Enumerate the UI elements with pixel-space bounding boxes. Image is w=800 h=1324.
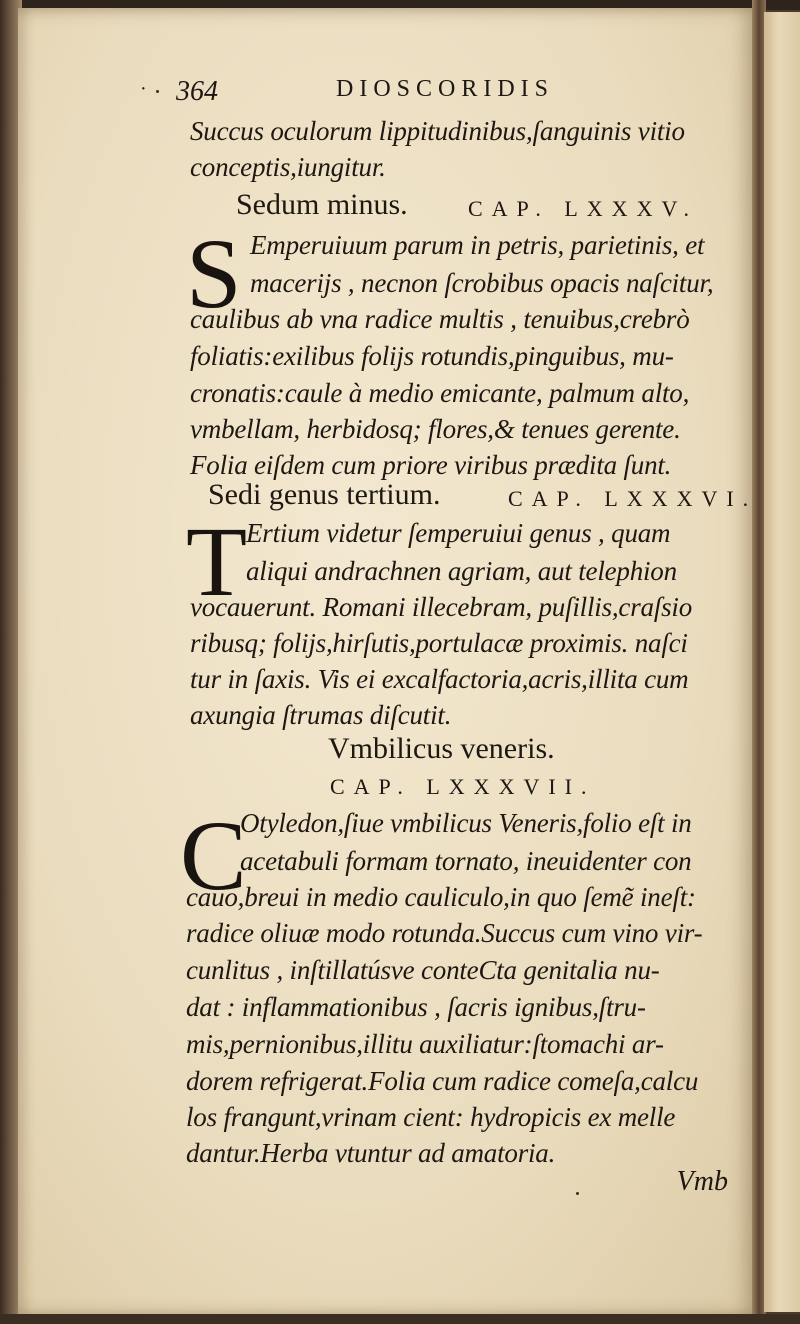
paper-speck xyxy=(156,90,159,93)
chapter-number: CAP. LXXXV. xyxy=(468,196,699,221)
text-line: dat : inflammationibus , ſacris ignibus,ſtru- xyxy=(186,992,646,1022)
text-line: ribusq; folijs,hirſutis,portulacæ proximis. naſci xyxy=(190,628,688,658)
text-line: cunlitus , inſtillatúsve conteCta genitalia nu- xyxy=(186,955,660,985)
text-line: cauo,breui in medio cauliculo,in quo ſemẽ ineſt: xyxy=(186,882,696,912)
text-line: acetabuli formam tornato, ineuidenter con xyxy=(240,846,692,876)
running-title: DIOSCORIDIS xyxy=(336,76,555,102)
drop-capital: C xyxy=(180,800,247,911)
text-line: dantur.Herba vtuntur ad amatoria. xyxy=(186,1138,556,1168)
text-line: Folia eiſdem cum priore viribus prædita ſunt. xyxy=(190,450,672,480)
text-line: foliatis:exilibus folijs rotundis,pinguibus, mu- xyxy=(190,341,674,371)
text-line: Otyledon,ſiue vmbilicus Veneris,folio eſt in xyxy=(240,808,692,838)
intro-line: Succus oculorum lippitudinibus,ſanguinis vitio xyxy=(190,116,685,146)
section-heading: Sedum minus. xyxy=(236,188,408,221)
text-line: axungia ſtrumas diſcutit. xyxy=(190,700,452,730)
chapter-number: CAP. LXXXVII. xyxy=(330,774,596,799)
text-line: cronatis:caule à medio emicante, palmum alto, xyxy=(190,378,690,408)
text-line: dorem refrigerat.Folia cum radice comeſa,calcu xyxy=(186,1066,699,1096)
text-line: radice oliuæ modo rotunda.Succus cum vino vir- xyxy=(186,918,703,948)
section-heading: Sedi genus tertium. xyxy=(208,478,441,511)
drop-capital: S xyxy=(186,218,242,329)
intro-line: conceptis,iungitur. xyxy=(190,152,386,182)
chapter-number: CAP. LXXXVI. xyxy=(508,486,758,511)
page-number: 364 xyxy=(176,76,218,107)
facing-page-edge xyxy=(764,12,800,1312)
text-line: aliqui andrachnen agriam, aut telephion xyxy=(246,556,677,586)
text-line: vmbellam, herbidosq; flores,& tenues gerente. xyxy=(190,414,681,444)
text-line: vocauerunt. Romani illecebram, puſillis,craſsio xyxy=(190,592,693,622)
text-line: los frangunt,vrinam cient: hydropicis ex melle xyxy=(186,1102,676,1132)
bottom-edge xyxy=(0,1314,800,1324)
text-line: mis,pernionibus,illitu auxiliatur:ſtomachi ar- xyxy=(186,1029,664,1059)
text-line: Ertium videtur ſemperuiui genus , quam xyxy=(246,518,671,548)
text-line: Emperuiuum parum in petris, parietinis, et xyxy=(250,230,705,260)
paper-speck xyxy=(576,1192,579,1195)
catchword: Vmb xyxy=(676,1166,728,1197)
section-heading: Vmbilicus veneris. xyxy=(328,732,555,765)
header-mark: · xyxy=(140,78,147,100)
drop-capital: T xyxy=(186,506,248,617)
text-line: maceriјs , necnon ſcrobibus opacis naſcitur, xyxy=(250,268,714,298)
text-line: tur in ſaxis. Vis ei excalfactoria,acris,illita cum xyxy=(190,664,689,694)
text-line: caulibus ab vna radice multis , tenuibus,crebrò xyxy=(190,304,690,334)
